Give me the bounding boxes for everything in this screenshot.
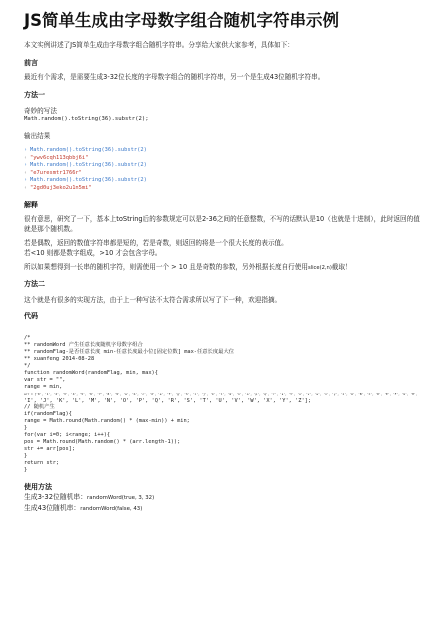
usage-line-1 — [24, 492, 420, 503]
console-output-line — [24, 170, 420, 178]
code-line: range = min, — [24, 383, 63, 390]
code-line: } — [24, 425, 28, 432]
explain-heading: 解释 — [24, 201, 38, 210]
console-input-line — [24, 177, 420, 185]
code-line: str += arr[pos]; — [24, 445, 76, 452]
code-line: ** randomWord 产生任意长度随机字母数字组合 — [24, 342, 143, 349]
usage1-label: 生成3-32位随机串： — [24, 492, 88, 501]
console-input-line — [24, 147, 420, 155]
code-line: var str = "", — [24, 376, 66, 383]
article — [24, 10, 420, 514]
page-title: JS简单生成由字母数字组合随机字符串示例 — [24, 11, 340, 30]
code-line: if(randomFlag){ — [24, 411, 72, 418]
method1-subtitle: 奇妙的写法 — [24, 107, 57, 115]
method2-text: 这个就是有很多的实现方法，由于上一种写法不太符合需求所以写了下一种，欢迎指摘。 — [24, 296, 282, 305]
result-arrow-icon: ‹ — [24, 169, 28, 176]
method1-heading: 方法一 — [24, 91, 45, 99]
preface-heading: 前言 — [24, 59, 38, 67]
code-line: arr = ['0', '1', '2', '3', '4', '5', '6', '7', '8', '9', 'a', 'b', 'c', 'd', 'e', 'f', 'g', 'h', 'i', 'j', 'k', 'l', 'm', 'n', 'o', 'p', 'q', 'r', 's', 't', 'u', 'v', 'w', 'x', 'y', 'z', 'A', 'B', 'C', 'D', 'E', 'F', 'G', 'H', — [24, 391, 418, 396]
usage2-label: 生成43位随机串： — [24, 503, 81, 512]
explain-paragraph-1: 很有意思，研究了一下，基本上toString后的参数规定可以是2-36之间的任意整数，不写的话默认是10（也就是十进制），此时返回的值就是那个随机数。 — [24, 215, 420, 234]
console-output-line — [24, 185, 420, 193]
console-input-line — [24, 162, 420, 170]
code-line: // 随机产生 — [24, 404, 55, 411]
console-output-line — [24, 155, 420, 163]
usage-heading: 使用方法 — [24, 482, 52, 491]
code-line: */ — [24, 363, 31, 370]
prompt-arrow-icon: › — [24, 177, 28, 184]
intro-text: 本文实例讲述了JS简单生成由字母数字组合随机字符串。分享给大家供大家参考，具体如下： — [24, 41, 294, 49]
code-block — [24, 335, 420, 473]
code-line: } — [24, 466, 28, 473]
explain-p4-code: slice(2,n) — [307, 265, 332, 272]
code-line: range = Math.round(Math.random() * (max-min)) + min; — [24, 418, 190, 425]
console-text: Math.random().toString(36).substr(2) — [30, 162, 147, 169]
usage-line-2 — [24, 503, 420, 514]
code-line: ** randomFlag-是否任意长度 min-任意长度最小位[固定位数] max-任意长度最大位 — [24, 349, 235, 356]
code-line: } — [24, 452, 28, 459]
code-line: ** xuanfeng 2014-08-28 — [24, 356, 95, 363]
console-output — [24, 147, 420, 192]
console-text: "ywv6cqh113qbbj6i" — [30, 154, 89, 161]
code-line: 'I', 'J', 'K', 'L', 'M', 'N', 'O', 'P', 'Q', 'R', 'S', 'T', 'U', 'V', 'W', 'X', 'Y', 'Z']; — [24, 397, 312, 404]
explain-p4-text-a: 所以如果想得到一长串的随机字符，则需使用一个 > 10 且是奇数的参数，另外根据长度自行使用 — [24, 263, 308, 272]
console-text: "e7uresmtr1766r" — [30, 169, 82, 176]
result-arrow-icon: ‹ — [24, 154, 28, 161]
prompt-arrow-icon: › — [24, 147, 28, 154]
method2-heading: 方法二 — [24, 280, 45, 289]
console-text: "2gd0uj3eko2u1n5mi" — [30, 184, 92, 191]
explain-p4-text-b: 截取！ — [331, 263, 352, 272]
code-heading: 代码 — [24, 312, 38, 321]
code-line: function randomWord(randomFlag, min, max){ — [24, 369, 158, 376]
result-arrow-icon: ‹ — [24, 184, 28, 191]
usage1-code: randomWord(true, 3, 32) — [87, 494, 155, 501]
code-line: /* — [24, 335, 31, 342]
console-text: Math.random().toString(36).substr(2) — [30, 177, 147, 184]
code-line: for(var i=0; i<range; i++){ — [24, 432, 111, 439]
usage2-code: randomWord(false, 43) — [80, 505, 143, 512]
prompt-arrow-icon: › — [24, 162, 28, 169]
explain-paragraph-2: 若是偶数，返回的数值字符串都是短的，若是奇数，则返回的将是一个很大长度的表示值。 — [24, 239, 288, 248]
console-text: Math.random().toString(36).substr(2) — [30, 147, 147, 154]
explain-paragraph-3: 若<10 则都是数字组成，>10 才会包含字母。 — [24, 249, 162, 258]
preface-text: 最近有个需求，是需要生成3-32位长度的字母数字组合的随机字符串，另一个是生成43位随机字符串。 — [24, 73, 325, 81]
method1-code: Math.random().toString(36).substr(2); — [24, 116, 149, 122]
output-heading: 输出结果 — [24, 132, 51, 141]
code-line: pos = Math.round(Math.random() * (arr.length-1)); — [24, 439, 181, 445]
explain-paragraph-4 — [24, 262, 420, 273]
code-line: return str; — [24, 459, 60, 466]
